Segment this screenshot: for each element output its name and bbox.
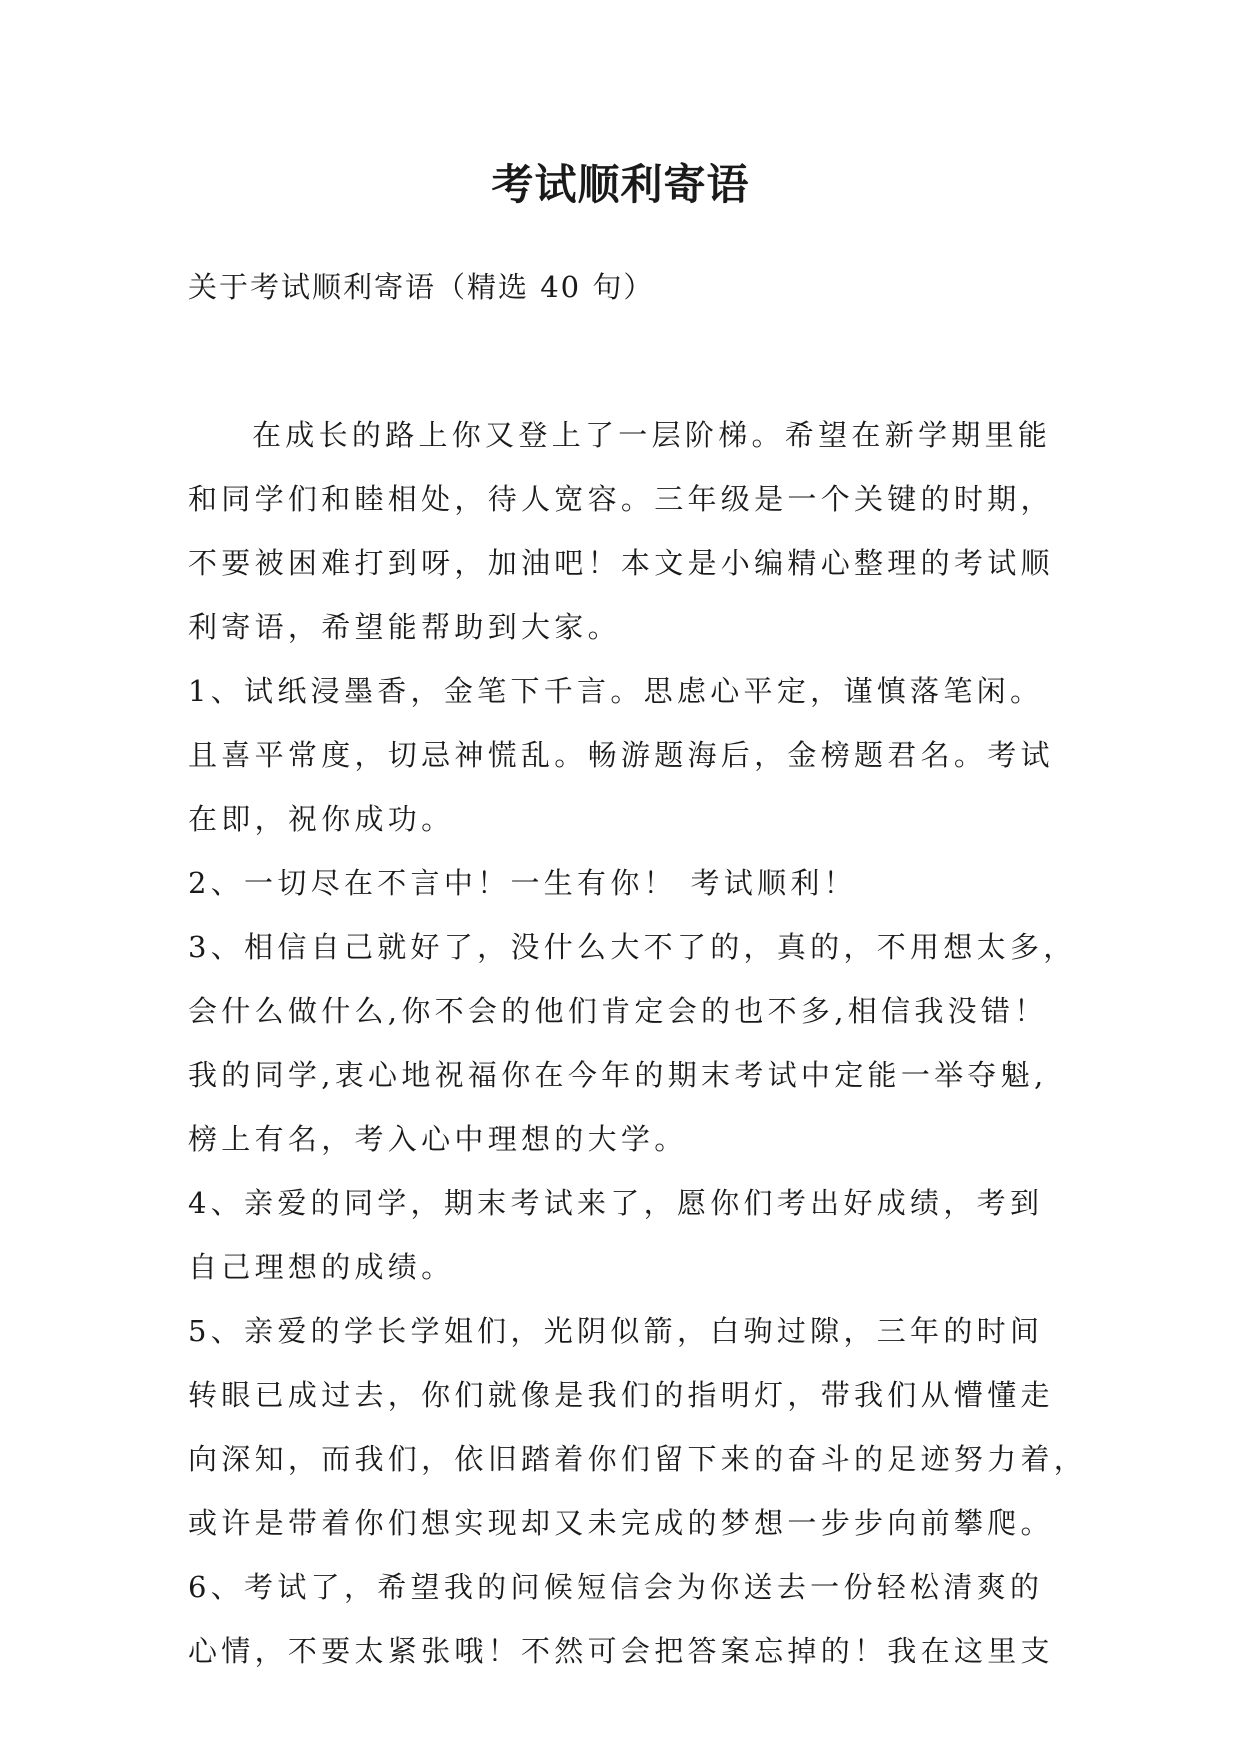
paragraph-line: 3、相信自己就好了，没什么大不了的，真的，不用想太多，	[188, 930, 1077, 964]
paragraph-line: 榜上有名，考入心中理想的大学。	[188, 1122, 688, 1156]
paragraph-line: 5、亲爱的学长学姐们，光阴似箭，白驹过隙，三年的时间	[188, 1314, 1044, 1348]
paragraph-line: 4、亲爱的同学，期末考试来了，愿你们考出好成绩，考到	[188, 1186, 1044, 1220]
paragraph-line: 会什么做什么,你不会的他们肯定会的也不多,相信我没错！	[188, 994, 1048, 1028]
paragraph-line: 转眼已成过去，你们就像是我们的指明灯，带我们从懵懂走	[188, 1378, 1054, 1412]
paragraph-line: 在即，祝你成功。	[188, 802, 455, 836]
paragraph-line: 向深知，而我们，依旧踏着你们留下来的奋斗的足迹努力着，	[188, 1442, 1088, 1476]
paragraph-line: 不要被困难打到呀，加油吧！本文是小编精心整理的考试顺	[188, 546, 1054, 580]
paragraph-line: 利寄语，希望能帮助到大家。	[188, 610, 621, 644]
paragraph-line: 且喜平常度，切忌神慌乱。畅游题海后，金榜题君名。考试	[188, 738, 1054, 772]
document-subtitle: 关于考试顺利寄语（精选 40 句）	[188, 270, 655, 304]
paragraph-line: 6、考试了，希望我的问候短信会为你送去一份轻松清爽的	[188, 1570, 1044, 1604]
paragraph-line: 我的同学,衷心地祝福你在今年的期末考试中定能一举夺魁,	[188, 1058, 1048, 1092]
paragraph-line: 1、试纸浸墨香，金笔下千言。思虑心平定，谨慎落笔闲。	[188, 674, 1044, 708]
document-body	[188, 403, 1088, 1683]
paragraph-line: 2、一切尽在不言中！一生有你！ 考试顺利！	[188, 866, 857, 900]
document-title: 考试顺利寄语	[491, 160, 750, 209]
paragraph-line: 和同学们和睦相处，待人宽容。三年级是一个关键的时期，	[188, 482, 1054, 516]
paragraph-line: 或许是带着你们想实现却又未完成的梦想一步步向前攀爬。	[188, 1506, 1054, 1540]
paragraph-line: 心情，不要太紧张哦！不然可会把答案忘掉的！我在这里支	[188, 1634, 1054, 1668]
paragraph-line: 自己理想的成绩。	[188, 1250, 455, 1284]
paragraph-line: 在成长的路上你又登上了一层阶梯。希望在新学期里能	[252, 418, 1052, 452]
